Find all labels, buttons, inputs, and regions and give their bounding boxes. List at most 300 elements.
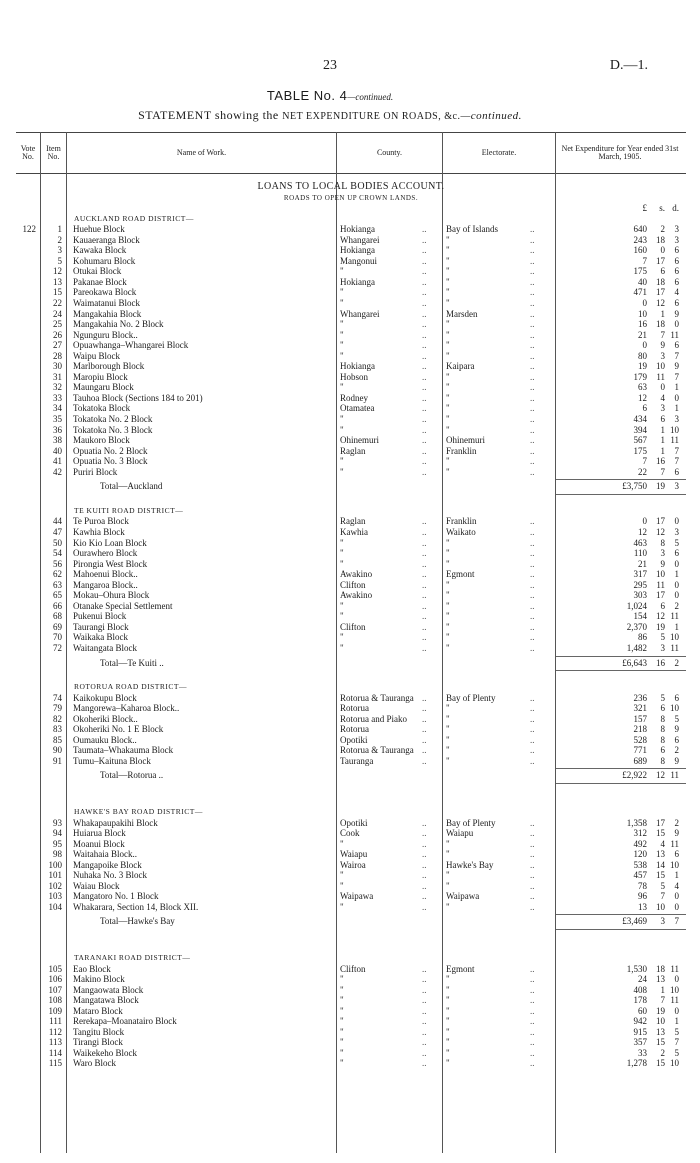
table-row bbox=[16, 393, 686, 404]
row-spacer bbox=[16, 931, 686, 953]
table-row bbox=[16, 372, 686, 383]
amount-shillings: 19 bbox=[656, 621, 665, 632]
leader-dots: .. bbox=[530, 817, 535, 828]
leader-dots: .. bbox=[422, 1047, 427, 1058]
leader-dots: .. bbox=[422, 880, 427, 891]
leader-dots: .. bbox=[422, 642, 427, 653]
work-name: Mangakahia No. 2 Block bbox=[73, 319, 164, 330]
work-name: Oumauku Block.. bbox=[73, 734, 137, 745]
item-number: 35 bbox=[53, 414, 62, 425]
table-title-suffix: —continued. bbox=[347, 92, 394, 102]
leader-dots: .. bbox=[422, 1026, 427, 1037]
leader-dots: .. bbox=[422, 755, 427, 766]
leader-dots: .. bbox=[422, 403, 427, 414]
electorate-name: Waipawa bbox=[446, 891, 480, 902]
amount-shillings: 3 bbox=[660, 642, 665, 653]
amount-pounds: 12 bbox=[638, 392, 647, 403]
amount-shillings: 0 bbox=[660, 245, 665, 256]
amount-pence: 10 bbox=[670, 984, 679, 995]
leader-dots: .. bbox=[422, 516, 427, 527]
electorate-name: " bbox=[446, 621, 450, 632]
table-row bbox=[16, 516, 686, 527]
county-name: Clifton bbox=[340, 963, 366, 974]
total-shillings: 12 bbox=[656, 770, 665, 781]
leader-dots: .. bbox=[530, 298, 535, 309]
item-number: 101 bbox=[48, 870, 62, 881]
leader-dots: .. bbox=[422, 276, 427, 287]
item-number: 12 bbox=[53, 266, 62, 277]
item-number: 5 bbox=[57, 255, 62, 266]
amount-pence: 11 bbox=[670, 838, 679, 849]
amount-pounds: 321 bbox=[633, 703, 647, 714]
electorate-name: Ohinemuri bbox=[446, 435, 485, 446]
leader-dots: .. bbox=[422, 548, 427, 559]
amount-shillings: 7 bbox=[660, 329, 665, 340]
amount-pence: 2 bbox=[674, 745, 679, 756]
amount-shillings: 9 bbox=[660, 558, 665, 569]
electorate-name: " bbox=[446, 298, 450, 309]
work-name: Taurangi Block bbox=[73, 621, 129, 632]
electorate-name: Kaipara bbox=[446, 361, 475, 372]
amount-shillings: 5 bbox=[660, 632, 665, 643]
table-row bbox=[16, 319, 686, 330]
amount-pence: 4 bbox=[674, 287, 679, 298]
leader-dots: .. bbox=[422, 445, 427, 456]
leader-dots: .. bbox=[422, 692, 427, 703]
county-name: Rotorua & Tauranga bbox=[340, 692, 414, 703]
work-name: Waikekeho Block bbox=[73, 1047, 138, 1058]
item-number: 3 bbox=[57, 245, 62, 256]
electorate-name: " bbox=[446, 984, 450, 995]
item-number: 26 bbox=[53, 329, 62, 340]
item-number: 113 bbox=[48, 1037, 62, 1048]
table-row bbox=[16, 828, 686, 839]
leader-dots: .. bbox=[422, 745, 427, 756]
amount-pounds: 160 bbox=[633, 245, 647, 256]
leader-dots: .. bbox=[422, 590, 427, 601]
amount-pence: 6 bbox=[674, 340, 679, 351]
amount-shillings: 5 bbox=[660, 692, 665, 703]
amount-shillings: 6 bbox=[660, 266, 665, 277]
county-name: " bbox=[340, 901, 344, 912]
electorate-name: " bbox=[446, 611, 450, 622]
county-name: Awakino bbox=[340, 569, 373, 580]
district-heading: TE KUITI ROAD DISTRICT— bbox=[74, 505, 184, 515]
amount-shillings: 6 bbox=[660, 414, 665, 425]
county-name: " bbox=[340, 984, 344, 995]
county-name: " bbox=[340, 974, 344, 985]
leader-dots: .. bbox=[530, 308, 535, 319]
electorate-name: " bbox=[446, 703, 450, 714]
item-number: 114 bbox=[48, 1047, 62, 1058]
leader-dots: .. bbox=[530, 611, 535, 622]
leader-dots: .. bbox=[422, 382, 427, 393]
leader-dots: .. bbox=[530, 1016, 535, 1027]
leader-dots: .. bbox=[422, 329, 427, 340]
electorate-name: " bbox=[446, 558, 450, 569]
amount-pence: 11 bbox=[670, 611, 679, 622]
electorate-name: " bbox=[446, 340, 450, 351]
col-header-electorate: Electorate. bbox=[481, 148, 517, 157]
table-row bbox=[16, 1027, 686, 1038]
total-row bbox=[16, 916, 686, 927]
table-title-main: TABLE No. 4 bbox=[266, 88, 348, 103]
leader-dots: .. bbox=[530, 713, 535, 724]
amount-shillings: 6 bbox=[660, 703, 665, 714]
amount-pence: 11 bbox=[670, 995, 679, 1006]
electorate-name: " bbox=[446, 245, 450, 256]
electorate-name: " bbox=[446, 880, 450, 891]
work-name: Mangatoro No. 1 Block bbox=[73, 891, 159, 902]
county-name: " bbox=[340, 870, 344, 881]
leader-dots: .. bbox=[530, 1058, 535, 1069]
leader-dots: .. bbox=[530, 340, 535, 351]
total-shillings: 3 bbox=[660, 916, 665, 927]
electorate-name: " bbox=[446, 466, 450, 477]
amount-pounds: 110 bbox=[633, 548, 647, 559]
amount-shillings: 10 bbox=[656, 901, 665, 912]
leader-dots: .. bbox=[422, 611, 427, 622]
amount-pence: 5 bbox=[674, 1026, 679, 1037]
amount-pence: 7 bbox=[674, 371, 679, 382]
leader-dots: .. bbox=[530, 319, 535, 330]
amount-pence: 6 bbox=[674, 266, 679, 277]
item-number: 91 bbox=[53, 755, 62, 766]
item-number: 70 bbox=[53, 632, 62, 643]
amount-pence: 7 bbox=[674, 445, 679, 456]
work-name: Otukai Block bbox=[73, 266, 122, 277]
item-number: 42 bbox=[53, 466, 62, 477]
electorate-name: " bbox=[446, 632, 450, 643]
leader-dots: .. bbox=[530, 569, 535, 580]
item-number: 109 bbox=[48, 1005, 62, 1016]
table-row bbox=[16, 548, 686, 559]
electorate-name: " bbox=[446, 276, 450, 287]
amount-pence: 6 bbox=[674, 692, 679, 703]
county-name: Waipawa bbox=[340, 891, 374, 902]
work-name: Kohumaru Block bbox=[73, 255, 136, 266]
leader-dots: .. bbox=[422, 340, 427, 351]
county-name: Clifton bbox=[340, 621, 366, 632]
leader-dots: .. bbox=[422, 859, 427, 870]
amount-shillings: 6 bbox=[660, 745, 665, 756]
electorate-name: Egmont bbox=[446, 569, 475, 580]
work-name: Mokau–Ohura Block bbox=[73, 590, 150, 601]
electorate-name: " bbox=[446, 995, 450, 1006]
electorate-name: Egmont bbox=[446, 963, 475, 974]
work-name: Maungaru Block bbox=[73, 382, 134, 393]
county-name: " bbox=[340, 466, 344, 477]
col-header-county: County. bbox=[376, 148, 403, 157]
total-pence: 7 bbox=[674, 916, 679, 927]
amount-pence: 1 bbox=[674, 1016, 679, 1027]
electorate-name: " bbox=[446, 1005, 450, 1016]
amount-pounds: 33 bbox=[638, 1047, 647, 1058]
amount-pence: 9 bbox=[674, 724, 679, 735]
leader-dots: .. bbox=[530, 466, 535, 477]
item-number: 54 bbox=[53, 548, 62, 559]
statement-prefix: STATEMENT showing the bbox=[138, 108, 283, 122]
electorate-name: " bbox=[446, 456, 450, 467]
leader-dots: .. bbox=[530, 963, 535, 974]
electorate-name: " bbox=[446, 234, 450, 245]
amount-shillings: 9 bbox=[660, 340, 665, 351]
table-row bbox=[16, 298, 686, 309]
county-name: Opotiki bbox=[340, 734, 368, 745]
amount-pounds: 471 bbox=[633, 287, 647, 298]
amount-shillings: 16 bbox=[656, 456, 665, 467]
electorate-name: " bbox=[446, 1026, 450, 1037]
col-header-item: Item No. bbox=[46, 144, 61, 161]
statement-caps: NET EXPENDITURE ON ROADS, &c. bbox=[282, 111, 461, 122]
amount-shillings: 6 bbox=[660, 600, 665, 611]
amount-shillings: 10 bbox=[656, 1016, 665, 1027]
county-name: " bbox=[340, 456, 344, 467]
amount-shillings: 8 bbox=[660, 713, 665, 724]
county-name: " bbox=[340, 424, 344, 435]
work-name: Whakapaupakihi Block bbox=[73, 817, 158, 828]
amount-pounds: 63 bbox=[638, 382, 647, 393]
district-heading: AUCKLAND ROAD DISTRICT— bbox=[74, 213, 194, 223]
leader-dots: .. bbox=[530, 382, 535, 393]
amount-pounds: 0 bbox=[642, 298, 647, 309]
electorate-name: Waiapu bbox=[446, 828, 474, 839]
amount-shillings: 7 bbox=[660, 466, 665, 477]
amount-shillings: 11 bbox=[656, 579, 665, 590]
electorate-name: " bbox=[446, 548, 450, 559]
total-rule-line bbox=[556, 783, 686, 784]
leader-dots: .. bbox=[530, 870, 535, 881]
work-name: Waiau Block bbox=[73, 880, 120, 891]
electorate-name: " bbox=[446, 642, 450, 653]
amount-pounds: 1,024 bbox=[626, 600, 647, 611]
table-row bbox=[16, 224, 686, 235]
table-row bbox=[16, 361, 686, 372]
amount-shillings: 3 bbox=[660, 403, 665, 414]
leader-dots: .. bbox=[422, 891, 427, 902]
work-name: Taumata–Whakauma Block bbox=[73, 745, 174, 756]
amount-shillings: 2 bbox=[660, 1047, 665, 1058]
work-name: Whakarara, Section 14, Block XII. bbox=[73, 901, 199, 912]
county-name: Hokianga bbox=[340, 245, 375, 256]
work-name: Kaikokupu Block bbox=[73, 692, 137, 703]
county-name: " bbox=[340, 1047, 344, 1058]
leader-dots: .. bbox=[530, 456, 535, 467]
amount-pence: 7 bbox=[674, 456, 679, 467]
work-name: Tokatoka Block bbox=[73, 403, 131, 414]
county-name: Hokianga bbox=[340, 276, 375, 287]
amount-pounds: 19 bbox=[638, 361, 647, 372]
table-row bbox=[16, 351, 686, 362]
table-title bbox=[0, 88, 660, 103]
leader-dots: .. bbox=[422, 1037, 427, 1048]
leader-dots: .. bbox=[530, 859, 535, 870]
amount-pounds: 6 bbox=[642, 403, 647, 414]
amount-shillings: 2 bbox=[660, 224, 665, 235]
total-rule-line bbox=[556, 656, 686, 657]
amount-pence: 10 bbox=[670, 1058, 679, 1069]
item-number: 103 bbox=[48, 891, 62, 902]
amount-shillings: 14 bbox=[656, 859, 665, 870]
table-row bbox=[16, 611, 686, 622]
leader-dots: .. bbox=[530, 579, 535, 590]
electorate-name: " bbox=[446, 745, 450, 756]
amount-pence: 3 bbox=[674, 414, 679, 425]
electorate-name: " bbox=[446, 713, 450, 724]
document-reference: D.—1. bbox=[609, 58, 648, 73]
district-heading: TARANAKI ROAD DISTRICT— bbox=[74, 953, 191, 962]
leader-dots: .. bbox=[530, 849, 535, 860]
county-name: " bbox=[340, 995, 344, 1006]
table-row bbox=[16, 735, 686, 746]
statement-subtitle bbox=[0, 108, 660, 123]
table-row bbox=[16, 745, 686, 756]
table-row bbox=[16, 266, 686, 277]
item-number: 13 bbox=[53, 276, 62, 287]
work-name: Kawaka Block bbox=[73, 245, 127, 256]
total-pence: 2 bbox=[674, 657, 679, 668]
amount-pounds: 22 bbox=[638, 466, 647, 477]
electorate-name: " bbox=[446, 371, 450, 382]
county-name: " bbox=[340, 1058, 344, 1069]
item-number: 36 bbox=[53, 424, 62, 435]
leader-dots: .. bbox=[530, 891, 535, 902]
leader-dots: .. bbox=[422, 995, 427, 1006]
item-number: 47 bbox=[53, 526, 62, 537]
electorate-name: Bay of Islands bbox=[446, 224, 498, 235]
work-name: Huiarua Block bbox=[73, 828, 126, 839]
leader-dots: .. bbox=[422, 298, 427, 309]
leader-dots: .. bbox=[530, 724, 535, 735]
amount-pounds: 1,530 bbox=[626, 963, 647, 974]
work-name: Tokatoka No. 3 Block bbox=[73, 424, 153, 435]
amount-pounds: 457 bbox=[633, 870, 647, 881]
leader-dots: .. bbox=[530, 245, 535, 256]
total-rule bbox=[16, 492, 686, 496]
total-row bbox=[16, 481, 686, 492]
electorate-name: Franklin bbox=[446, 445, 477, 456]
leader-dots: .. bbox=[530, 266, 535, 277]
total-rule bbox=[16, 927, 686, 931]
county-name: Whangarei bbox=[340, 234, 380, 245]
table-row bbox=[16, 601, 686, 612]
page-number: 23 bbox=[323, 58, 337, 73]
item-number: 38 bbox=[53, 435, 62, 446]
item-number: 50 bbox=[53, 537, 62, 548]
amount-pounds: 942 bbox=[633, 1016, 647, 1027]
total-rule-line bbox=[556, 670, 686, 671]
amount-pence: 0 bbox=[674, 974, 679, 985]
leader-dots: .. bbox=[530, 755, 535, 766]
table-row bbox=[16, 643, 686, 654]
total-pounds: £2,922 bbox=[622, 770, 647, 781]
amount-pence: 3 bbox=[674, 224, 679, 235]
work-name: Maropiu Block bbox=[73, 371, 128, 382]
electorate-name: " bbox=[446, 1016, 450, 1027]
electorate-name: " bbox=[446, 974, 450, 985]
county-name: Clifton bbox=[340, 579, 366, 590]
district-heading: ROTORUA ROAD DISTRICT— bbox=[74, 682, 187, 692]
item-number: 22 bbox=[53, 298, 62, 309]
leader-dots: .. bbox=[530, 329, 535, 340]
amount-pence: 2 bbox=[674, 817, 679, 828]
amount-pence: 0 bbox=[674, 901, 679, 912]
table-row bbox=[16, 309, 686, 320]
item-number: 27 bbox=[53, 340, 62, 351]
amount-pounds: 7 bbox=[642, 456, 647, 467]
county-name: " bbox=[340, 414, 344, 425]
item-number: 79 bbox=[53, 703, 62, 714]
table-row bbox=[16, 580, 686, 591]
electorate-name: " bbox=[446, 579, 450, 590]
amount-shillings: 10 bbox=[656, 361, 665, 372]
county-name: Ohinemuri bbox=[340, 435, 379, 446]
work-name: Mangorewa–Kaharoa Block.. bbox=[73, 703, 180, 714]
amount-shillings: 1 bbox=[660, 424, 665, 435]
leader-dots: .. bbox=[530, 703, 535, 714]
leader-dots: .. bbox=[530, 516, 535, 527]
leader-dots: .. bbox=[422, 266, 427, 277]
table-row bbox=[16, 985, 686, 996]
county-name: " bbox=[340, 319, 344, 330]
leader-dots: .. bbox=[530, 361, 535, 372]
item-number: 111 bbox=[49, 1016, 62, 1027]
county-name: Tauranga bbox=[340, 755, 374, 766]
amount-shillings: 18 bbox=[656, 276, 665, 287]
amount-pence: 0 bbox=[674, 319, 679, 330]
total-rule-line bbox=[556, 929, 686, 930]
leader-dots: .. bbox=[530, 224, 535, 235]
amount-pence: 3 bbox=[674, 526, 679, 537]
electorate-name: " bbox=[446, 255, 450, 266]
amount-shillings: 3 bbox=[660, 350, 665, 361]
leader-dots: .. bbox=[422, 1005, 427, 1016]
electorate-name: " bbox=[446, 414, 450, 425]
leader-dots: .. bbox=[422, 901, 427, 912]
electorate-name: " bbox=[446, 849, 450, 860]
leader-dots: .. bbox=[422, 435, 427, 446]
table-row bbox=[16, 714, 686, 725]
amount-pounds: 567 bbox=[633, 435, 647, 446]
amount-shillings: 18 bbox=[656, 234, 665, 245]
amount-pence: 0 bbox=[674, 590, 679, 601]
leader-dots: .. bbox=[530, 403, 535, 414]
leader-dots: .. bbox=[530, 974, 535, 985]
amount-shillings: 17 bbox=[656, 516, 665, 527]
work-name: Otanake Special Settlement bbox=[73, 600, 173, 611]
item-number: 1 bbox=[57, 224, 62, 235]
amount-pence: 11 bbox=[670, 329, 679, 340]
work-name: Mangapoike Block bbox=[73, 859, 142, 870]
electorate-name: " bbox=[446, 755, 450, 766]
total-rule-line bbox=[556, 768, 686, 769]
amount-pence: 6 bbox=[674, 466, 679, 477]
amount-pence: 0 bbox=[674, 579, 679, 590]
county-name: " bbox=[340, 1005, 344, 1016]
leader-dots: .. bbox=[422, 963, 427, 974]
total-pence: 3 bbox=[674, 481, 679, 492]
county-name: Hokianga bbox=[340, 361, 375, 372]
item-number: 69 bbox=[53, 621, 62, 632]
leader-dots: .. bbox=[422, 371, 427, 382]
work-name: Nuhaka No. 3 Block bbox=[73, 870, 147, 881]
table-row bbox=[16, 756, 686, 767]
work-name: Waitahaia Block.. bbox=[73, 849, 138, 860]
table-row bbox=[16, 1016, 686, 1027]
leader-dots: .. bbox=[422, 817, 427, 828]
county-name: " bbox=[340, 880, 344, 891]
work-name: Opuatia No. 2 Block bbox=[73, 445, 148, 456]
